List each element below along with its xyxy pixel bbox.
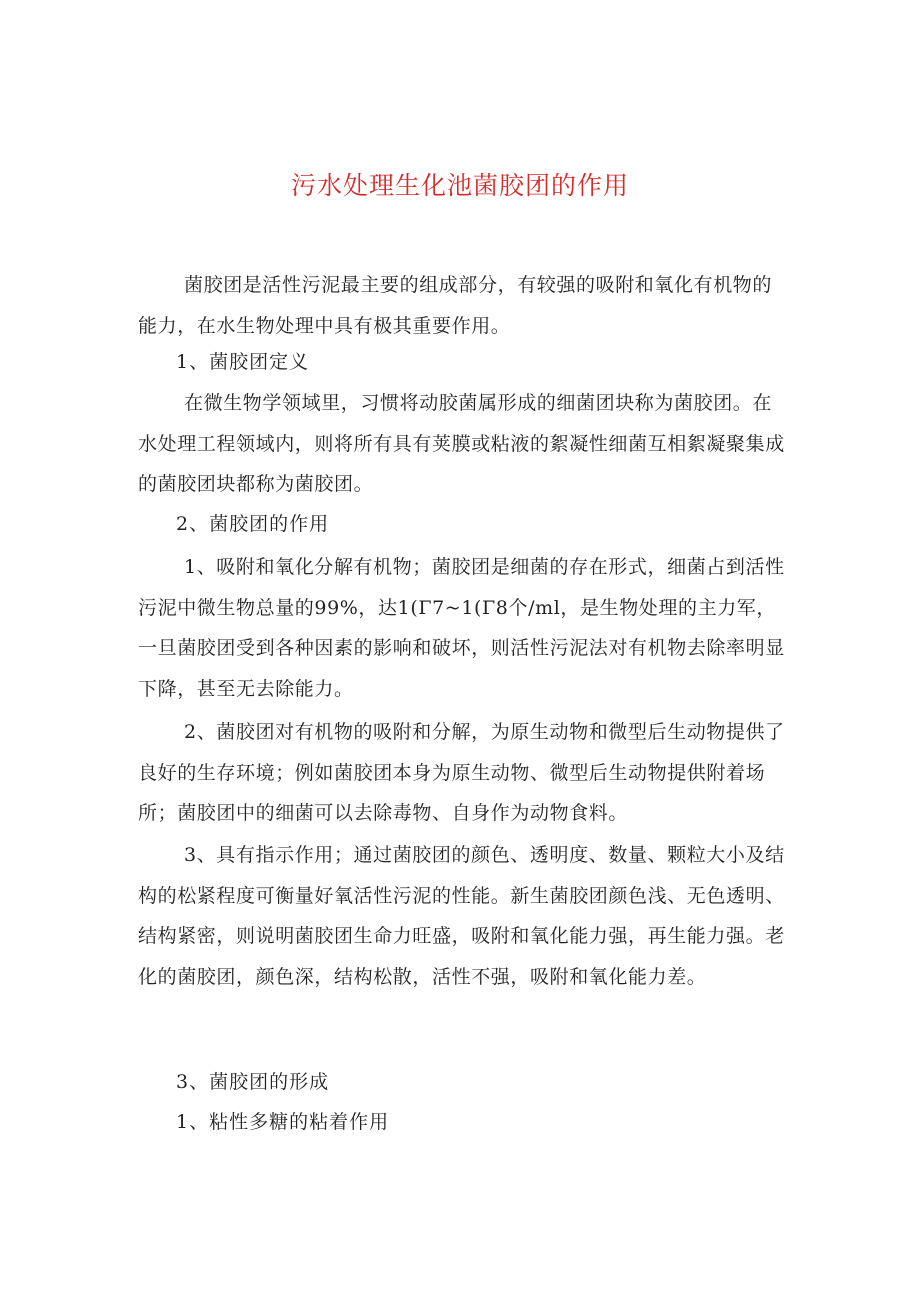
section-2-item-3: 3、具有指示作用；通过菌胶团的颜色、透明度、数量、颗粒大小及结构的松紧程度可衡量好氧活性污泥的性能。新生菌胶团颜色浅、无色透明、结构紧密，则说明菌胶团生命力旺盛，吸附和氧化能力强，再生能力强。老化的菌胶团，颜色深，结构松散，活性不强，吸附和氧化能力差。: [138, 844, 785, 988]
section-2-item-2: 2、菌胶团对有机物的吸附和分解，为原生动物和微型后生动物提供了良好的生存环境；例如菌胶团本身为原生动物、微型后生动物提供附着场所；菌胶团中的细菌可以去除毒物、自身作为动物食料。: [138, 721, 785, 824]
section-3-heading: 3、菌胶团的形成: [176, 1071, 330, 1093]
section-1-heading: 1、菌胶团定义: [176, 351, 310, 373]
intro-paragraph: 菌胶团是活性污泥最主要的组成部分，有较强的吸附和氧化有机物的能力，在水生物处理中具有极其重要作用。: [138, 274, 773, 337]
section-2-heading: 2、菌胶团的作用: [176, 513, 330, 535]
section-1-body: 在微生物学领域里，习惯将动胶菌属形成的细菌团块称为菌胶团。在水处理工程领域内，则将所有具有荚膜或粘液的絮凝性细菌互相絮凝聚集成的菌胶团块都称为菌胶团。: [138, 392, 785, 495]
section-2-item-1: 1、吸附和氧化分解有机物；菌胶团是细菌的存在形式，细菌占到活性污泥中微生物总量的99%，达1(Γ7~1(Γ8个/ml，是生物处理的主力军，一旦菌胶团受到各种因素的影响和破坏，则活性污泥法对有机物去除率明显下降，甚至无去除能力。: [138, 556, 785, 700]
document-title: 污水处理生化池菌胶团的作用: [290, 171, 629, 200]
section-3-subheading-1: 1、粘性多糖的粘着作用: [176, 1111, 390, 1133]
